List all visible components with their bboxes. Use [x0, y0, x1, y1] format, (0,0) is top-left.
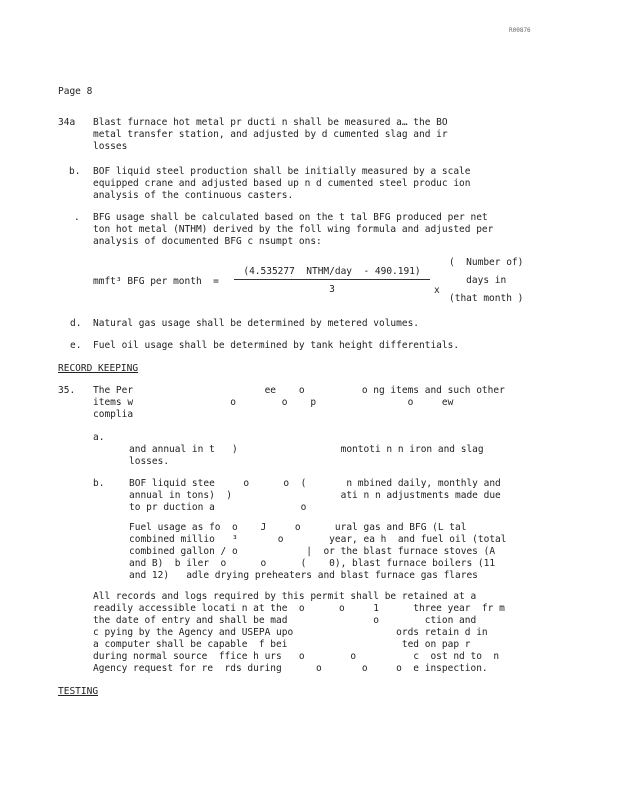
item-34a-line: Blast furnace hot metal pr ducti n shall be measured a… the BO [93, 117, 448, 128]
item-35a-line: and annual in t ) montoti n n iron and slag [129, 444, 484, 455]
document-id: R00876 [509, 27, 531, 34]
records-paragraph-line: readily accessible locati n at the o o 1 three year fr m [93, 603, 505, 614]
records-paragraph-line: c pying by the Agency and USEPA upo ords retain d in [93, 627, 488, 638]
item-34a-line: metal transfer station, and adjusted by d cumented slag and ir [93, 129, 448, 140]
item-c-line: ton hot metal (NTHM) derived by the foll wing formula and adjusted per [93, 224, 494, 235]
item-35b-number: b. [93, 478, 105, 489]
item-35-line: The Per ee o o ng items and such other [93, 385, 505, 396]
item-c-line: analysis of documented BFG c nsumpt ons: [93, 236, 322, 247]
item-d-text: Natural gas usage shall be determined by metered volumes. [93, 318, 420, 329]
item-35c-line: and 12) adle drying preheaters and blast furnace gas flares [129, 570, 478, 581]
fraction-bar [234, 279, 430, 280]
item-b-line: analysis of the continuous casters. [93, 190, 294, 201]
item-c-number: . [74, 212, 80, 223]
item-d-number: d. [70, 318, 82, 329]
item-35b-line: annual in tons) ) ati n n adjustments made due [129, 490, 501, 501]
item-35b-line: to pr duction a o [129, 502, 307, 513]
formula-denominator: 3 [329, 284, 335, 295]
item-35c-line: Fuel usage as fo o J o ural gas and BFG (L tal [129, 522, 467, 533]
records-paragraph-line: All records and logs required by this permit shall be retained at a [93, 591, 477, 602]
testing-heading: TESTING [58, 686, 99, 697]
item-c-line: BFG usage shall be calculated based on the t tal BFG produced per net [93, 212, 488, 223]
item-35-line: complia [93, 409, 134, 420]
records-paragraph-line: the date of entry and shall be mad o ction and [93, 615, 477, 626]
formula-lhs: mmft³ BFG per month = [93, 276, 219, 287]
item-35c-line: and B) b iler o o ( 0), blast furnace boilers (11 [129, 558, 496, 569]
records-paragraph-line: Agency request for re rds during o o o e inspection. [93, 663, 488, 674]
item-34a-number: 34a [58, 117, 76, 128]
item-e-text: Fuel oil usage shall be determined by tank height differentials. [93, 340, 460, 351]
formula-days-top: ( Number of) [449, 257, 524, 268]
item-35-line: items w o o p o ew [93, 397, 454, 408]
page-label: Page 8 [58, 86, 93, 97]
item-35c-line: combined gallon / o | or the blast furnace stoves (A [129, 546, 496, 557]
records-paragraph-line: a computer shall be capable f bei ted on pap r [93, 639, 471, 650]
records-paragraph-line: during normal source ffice h urs o o c ost nd to n [93, 651, 500, 662]
record-keeping-heading: RECORD KEEPING [58, 363, 139, 374]
item-35a-line: losses. [129, 456, 170, 467]
item-35b-line: BOF liquid stee o o ( n mbined daily, monthly and [129, 478, 501, 489]
formula-numerator: (4.535277 NTHM/day - 490.191) [243, 266, 421, 277]
formula-days-bot: (that month ) [449, 293, 524, 304]
item-35a-number: a. [93, 432, 105, 443]
formula-times: x [434, 285, 440, 296]
item-b-number: b. [69, 166, 81, 177]
item-35c-line: combined millio ³ o year, ea h and fuel oil (total [129, 534, 507, 545]
formula-days-mid: days in [449, 275, 507, 286]
item-b-line: equipped crane and adjusted based up n d cumented steel produc ion [93, 178, 471, 189]
item-35-number: 35. [58, 385, 76, 396]
item-34a-line: losses [93, 141, 128, 152]
item-e-number: e. [70, 340, 82, 351]
item-b-line: BOF liquid steel production shall be initially measured by a scale [93, 166, 471, 177]
